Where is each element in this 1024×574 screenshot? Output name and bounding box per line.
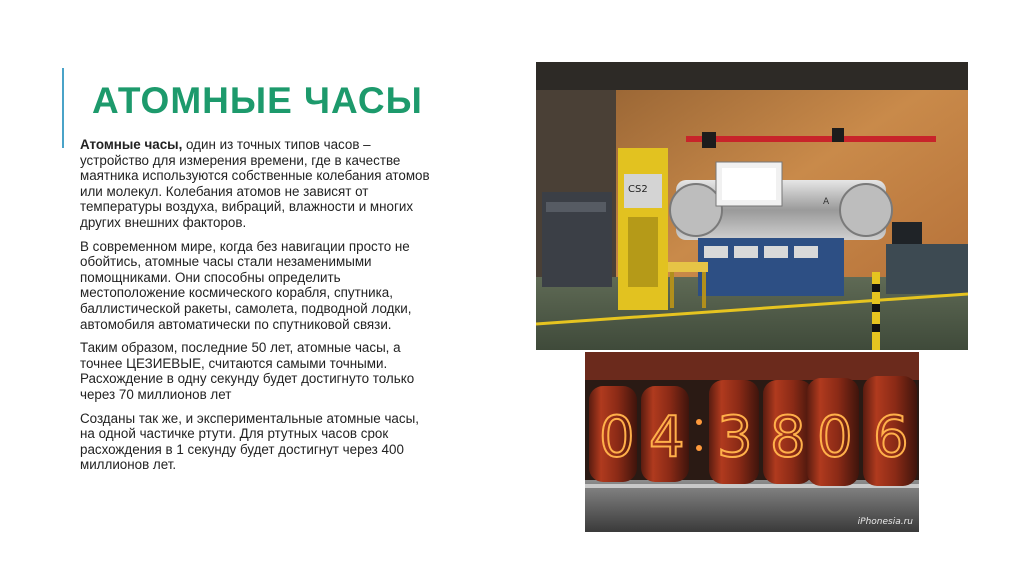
beam-lamp bbox=[702, 132, 716, 148]
cabinet-door bbox=[628, 217, 658, 287]
desk-monitor bbox=[892, 222, 922, 244]
red-beam bbox=[686, 136, 936, 142]
nixie-digit: 3 bbox=[717, 405, 753, 470]
nixie-digit: 6 bbox=[873, 405, 909, 470]
safety-pole-stripe bbox=[872, 304, 880, 312]
paragraph-definition bbox=[80, 137, 430, 231]
console-gauge bbox=[704, 246, 728, 258]
chamber-label: A bbox=[823, 197, 830, 207]
accent-line bbox=[62, 68, 64, 148]
left-rack-panel bbox=[546, 202, 606, 212]
slide-body bbox=[80, 137, 430, 481]
nixie-colon-dot bbox=[696, 419, 702, 425]
console-gauge bbox=[794, 246, 818, 258]
console-gauge bbox=[764, 246, 788, 258]
nixie-digit: 4 bbox=[649, 405, 685, 470]
slide-title: АТОМНЫЕ ЧАСЫ bbox=[92, 80, 423, 121]
ceiling bbox=[536, 62, 968, 90]
right-desk bbox=[886, 244, 968, 294]
safety-pole-stripe bbox=[872, 284, 880, 292]
monitor-screen bbox=[722, 168, 776, 200]
safety-pole-stripe bbox=[872, 324, 880, 332]
paragraph-definition-term: Атомные часы, bbox=[80, 137, 183, 152]
paragraph-definition-text: один из точных типов часов – устройство для измерения времени, где в качестве маятника используются собственные колебания атомов или молекул. Колебания атомов не зависят от температуры воздуха, вибраций, влажности и многих других внешних факторов. bbox=[80, 137, 430, 230]
stool-leg bbox=[670, 272, 674, 308]
nixie-colon-dot bbox=[696, 445, 702, 451]
nixie-illustration bbox=[585, 352, 919, 532]
nixie-digit: 0 bbox=[599, 405, 635, 470]
stool-leg bbox=[702, 272, 706, 308]
cabinet-label: CS2 bbox=[628, 184, 648, 195]
beam-lamp bbox=[832, 128, 844, 142]
photo-watermark: iPhonesia.ru bbox=[857, 517, 913, 527]
paragraph-navigation: В современном мире, когда без навигации просто не обойтись, атомные часы стали незаменимыми помощниками. Они способны определить местоположение космического корабля, спутника, баллистической ракеты, самолета, подводной лодки, автомобиля автоматически по спутниковой связи. bbox=[80, 238, 412, 332]
chamber-end-right bbox=[840, 184, 892, 236]
nixie-digit: 0 bbox=[817, 405, 853, 470]
console-gauge bbox=[734, 246, 758, 258]
stool-seat bbox=[668, 262, 708, 272]
lab-illustration bbox=[536, 62, 968, 350]
chamber-end-left bbox=[670, 184, 722, 236]
paragraph-cesium: Таким образом, последние 50 лет, атомные часы, а точнее ЦЕЗИЕВЫЕ, считаются самыми точными. Расхождение в одну секунду будет достигнуто только через 70 миллионов лет bbox=[80, 340, 415, 402]
nixie-clock-photo bbox=[585, 352, 919, 532]
nixie-top-glow bbox=[585, 352, 919, 380]
nixie-base-edge bbox=[585, 484, 919, 488]
paragraph-mercury: Созданы так же, и экспериментальные атомные часы, на одной частичке ртути. Для ртутных часов срок расхождения в 1 секунду будет достигнут через 400 миллионов лет. bbox=[80, 410, 419, 473]
atomic-clock-lab-photo bbox=[536, 62, 968, 350]
nixie-digit: 8 bbox=[770, 405, 806, 470]
